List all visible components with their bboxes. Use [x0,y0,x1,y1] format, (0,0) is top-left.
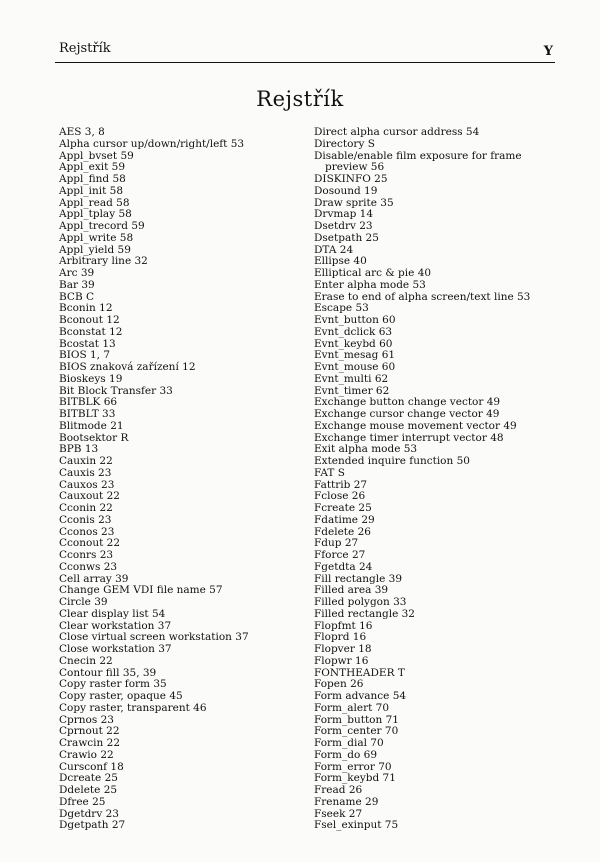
header-section-title: Rejstřík [59,41,111,56]
index-entry: Cconin 22 [59,502,113,514]
index-entry: Fdelete 26 [314,525,371,538]
index-entry: BIOS 1, 7 [59,349,111,362]
index-entry: Cauxin 22 [59,455,113,467]
index-entry: Form advance 54 [314,690,407,702]
index-entry: Enter alpha mode 53 [314,278,426,291]
index-entry: Dosound 19 [314,184,378,197]
index-entry: Bioskeys 19 [59,372,123,385]
index-entry: Directory S [314,137,375,150]
index-entry: Crawcin 22 [59,737,121,749]
index-entry: Cursconf 18 [59,760,124,773]
index-entry: Cprnout 22 [59,725,120,738]
index-entry: Appl_init 58 [59,184,124,197]
index-entry: Copy raster, opaque 45 [59,690,183,702]
index-entry: Close virtual screen workstation 37 [59,631,249,644]
index-entry: Cconrs 23 [59,549,114,561]
index-entry: Disable/enable film exposure for frame [314,149,522,162]
index-entry: Arbitrary line 32 [59,255,148,268]
index-entry: Evnt_multi 62 [314,372,389,385]
index-entry: Dsetdrv 23 [314,220,373,232]
index-entry: BPB 13 [59,443,99,456]
index-entry: Fopen 26 [314,678,364,691]
index-entry: Form_alert 70 [314,701,390,714]
index-entry: Bconout 12 [59,314,120,326]
index-entry: Bit Block Transfer 33 [59,384,173,397]
index-entry: Exit alpha mode 53 [314,443,418,456]
running-header [55,38,555,63]
index-entry: FONTHEADER T [314,666,405,679]
index-entry: Elliptical arc & pie 40 [314,267,432,279]
index-entry: FAT S [314,466,345,479]
index-entry: Flopver 18 [314,643,372,655]
index-entry: Close workstation 37 [59,643,172,655]
index-entry: Cauxout 22 [59,490,120,503]
index-entry: Exchange button change vector 49 [314,396,501,409]
index-entry: Fseek 27 [314,807,363,820]
index-entry: Cell array 39 [59,572,129,585]
index-entry: Flopfmt 16 [314,619,373,632]
index-entry: Copy raster, transparent 46 [59,701,207,714]
index-entry: Copy raster form 35 [59,678,167,691]
index-entry: Form_error 70 [314,760,392,773]
index-entry: BITBLK 66 [59,396,118,409]
index-entry: Arc 39 [59,267,95,279]
index-entry: Dfree 25 [59,795,106,808]
index-entry: Cconout 22 [59,537,121,550]
index-entry: Floprd 16 [314,631,367,644]
index-entry: DTA 24 [314,243,354,256]
index-entry: Cconis 23 [59,513,112,526]
index-entry: Evnt_timer 62 [314,384,390,397]
index-entry: Filled polygon 33 [314,596,407,608]
index-entry: Drvmap 14 [314,208,374,221]
index-entry: Fdup 27 [314,537,359,550]
index-entry: Clear workstation 37 [59,619,172,632]
index-entry: Appl_trecord 59 [59,220,145,232]
index-entry: Bcostat 13 [59,337,116,350]
index-column-right [314,127,554,832]
index-entry: Blitmode 21 [59,419,124,432]
index-entry: Appl_yield 59 [59,243,131,256]
index-entry: Erase to end of alpha screen/text line 53 [314,290,531,303]
index-entry: Bconin 12 [59,302,113,315]
index-entry: Fsel_exinput 75 [314,819,399,832]
index-entry: Clear display list 54 [59,607,166,620]
index-entry: AES 3, 8 [59,126,105,138]
index-entry: Exchange timer interrupt vector 48 [314,431,504,444]
index-entry: Exchange cursor change vector 49 [314,408,500,420]
index-entry: Cconos 23 [59,525,115,538]
index-entry: Bar 39 [59,278,95,291]
index-entry: Appl_bvset 59 [59,149,134,162]
index-entry: Form_keybd 71 [314,772,396,785]
index-entry: Fread 26 [314,784,363,796]
index-entry: Form_center 70 [314,725,399,738]
index-entry: Frename 29 [314,795,379,808]
index-entry: Dgetpath 27 [59,819,126,832]
index-entry: Circle 39 [59,596,108,608]
index-entry: Appl_read 58 [59,196,130,209]
index-entry: Draw sprite 35 [314,196,394,209]
index-entry: Direct alpha cursor address 54 [314,126,480,138]
index-entry: BIOS znaková zařízení 12 [59,361,196,373]
index-entry: Appl_tplay 58 [59,208,132,221]
index-entry: Contour fill 35, 39 [59,666,157,679]
index-entry: Evnt_button 60 [314,314,396,326]
index-entry: Fattrib 27 [314,478,368,491]
index-entry: Evnt_keybd 60 [314,337,393,350]
index-entry: Appl_write 58 [59,231,134,244]
index-entry: Cauxos 23 [59,478,115,491]
index-entry: Fforce 27 [314,549,366,561]
index-entry: BITBLT 33 [59,408,116,420]
index-entry: Form_button 71 [314,713,399,726]
index-entry: Form_do 69 [314,748,377,761]
index-entry: Appl_find 58 [59,173,126,185]
index-entry: Dsetpath 25 [314,231,379,244]
index-entry: Form_dial 70 [314,737,384,749]
index-entry: DISKINFO 25 [314,173,388,185]
index-entry: Crawio 22 [59,748,114,761]
index-entry: Flopwr 16 [314,654,369,667]
index-entry: Dgetdrv 23 [59,807,119,820]
index-entry: Fill rectangle 39 [314,572,403,585]
index-entry: Appl_exit 59 [59,161,126,174]
page-title: Rejstřík [256,87,344,111]
header-letter: Y [543,44,553,59]
index-entry: Fcreate 25 [314,502,372,514]
index-entry: Evnt_mesag 61 [314,349,396,362]
index-entry: BCB C [59,290,95,303]
index-entry: Ellipse 40 [314,255,367,268]
index-entry: Fclose 26 [314,490,366,503]
index-entry: Bconstat 12 [59,325,123,338]
index-entry: Fdatime 29 [314,513,375,526]
index-entry: Evnt_mouse 60 [314,361,396,373]
index-entry: Cnecin 22 [59,654,113,667]
index-entry: Exchange mouse movement vector 49 [314,419,517,432]
index-entry: Bootsektor R [59,431,129,444]
index-entry: Dcreate 25 [59,772,118,785]
index-entry: Extended inquire function 50 [314,455,470,467]
index-entry: Escape 53 [314,302,369,315]
index-entry: Cauxis 23 [59,466,112,479]
index-entry: Cconws 23 [59,560,118,573]
index-entry: Change GEM VDI file name 57 [59,584,223,597]
index-entry: Ddelete 25 [59,784,118,796]
index-entry: Fgetdta 24 [314,560,373,573]
index-entry: Evnt_dclick 63 [314,325,393,338]
index-entry: Filled rectangle 32 [314,607,415,620]
index-entry: Alpha cursor up/down/right/left 53 [59,137,245,150]
index-entry: preview 56 [325,161,385,174]
index-column-left [59,127,299,832]
index-entry: Cprnos 23 [59,713,114,726]
index-entry: Filled area 39 [314,584,389,597]
